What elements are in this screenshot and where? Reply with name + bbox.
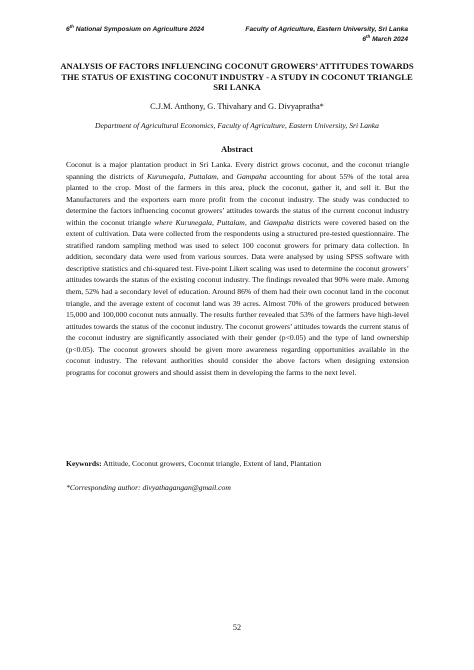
- abstract-text-sep-1: ,: [183, 171, 189, 181]
- district-gampaha: Gampaha: [236, 171, 267, 181]
- abstract-text-part-2: accounting for about 55% of the total area planted to the crop. Most of the farmers in this area, pluck the coconut, gather it, and sell it. But the Manufacturers and the exporters earn more profit from the coconut industry. The study was conducted to determine the factors influencing coconut growers’ attitudes towards the status of the current coconut industry within the coconut triangle: [66, 171, 409, 227]
- district-list-italic: where Kurunegala, Puttalam,: [154, 217, 247, 227]
- abstract-text-sep-3: and: [246, 217, 264, 227]
- paper-title: ANALYSIS OF FACTORS INFLUENCING COCONUT GROWERS’ ATTITUDES TOWARDS THE STATUS OF EXISTING COCONUT INDUSTRY - A STUDY IN COCONUT TRIANGLE SRI LANKA: [60, 61, 414, 93]
- page-number: 52: [232, 623, 242, 632]
- district-gampaha-2: Gampaha: [263, 217, 294, 227]
- header-faculty: Faculty of Agriculture, Eastern University, Sri Lanka: [245, 26, 408, 33]
- district-puttalam: Puttalam: [188, 171, 217, 181]
- header-date: [245, 35, 408, 45]
- keywords-line: [66, 458, 409, 469]
- paper-authors: C.J.M. Anthony, G. Thivahary and G. Divyapratha*: [150, 102, 324, 111]
- abstract-text-sep-2: , and: [216, 171, 237, 181]
- paper-affiliation: Department of Agricultural Economics, Faculty of Agriculture, Eastern University, Sri Lanka: [95, 121, 379, 130]
- corresponding-author: *Corresponding author: divyathagangan@gmail.com: [66, 483, 231, 492]
- header-institution: [245, 25, 408, 45]
- abstract-body: [66, 159, 409, 378]
- keywords-list: Attitude, Coconut growers, Coconut triangle, Extent of land, Plantation: [101, 459, 322, 468]
- abstract-heading: Abstract: [221, 144, 253, 154]
- header-date-day: 6: [362, 36, 366, 43]
- header-date-month-year: March 2024: [370, 36, 408, 43]
- district-kurunegala: Kurunegala: [146, 171, 184, 181]
- header-date-ordinal: th: [365, 33, 371, 39]
- header-edition-number: 6: [66, 26, 70, 33]
- header-symposium: [66, 25, 204, 35]
- keywords-label: Keywords:: [66, 459, 102, 468]
- header-symposium-name: National Symposium on Agriculture 2024: [73, 26, 205, 33]
- abstract-text-part-3: districts were covered based on the extent of cultivation. Data were collected from the respondents using a structured pre-tested questionnaire. The stratified random sampling method was used to select 100 coconut growers for primary data collection. In addition, secondary data were used from various sources. Data were analysed by using SPSS software with descriptive statistics and chi-squared test. Five-point Likert scaling was used to determine the coconut growers’ attitudes towards the status of the existing coconut industry. The findings revealed that 90% were male. Among them, 52% had a secondary level of education. Around 86% of them had their own coconut land in the coconut triangle, and the average extent of coconut land was 39 acres. Almost 70% of the growers produced between 15,000 and 100,000 coconut nuts annually. The results further revealed that 53% of the farmers have high-level attitudes towards the status of the coconut industry. The coconut growers’ attitudes towards the current status of the coconut industry are significantly associated with their gender (p<0.05) and the type of land ownership (p<0.05). The coconut growers should be given more awareness regarding opportunities available in the coconut industry. The relevant authorities should consider the above factors when designing extension programs for coconut growers and should assist them in developing the farms to the next level.: [66, 217, 409, 377]
- abstract-text-part-1: Coconut is a major plantation product in Sri Lanka. Every district grows coconut, and the coconut triangle spanning the districts of: [66, 160, 409, 181]
- header-edition-ordinal: th: [69, 23, 74, 29]
